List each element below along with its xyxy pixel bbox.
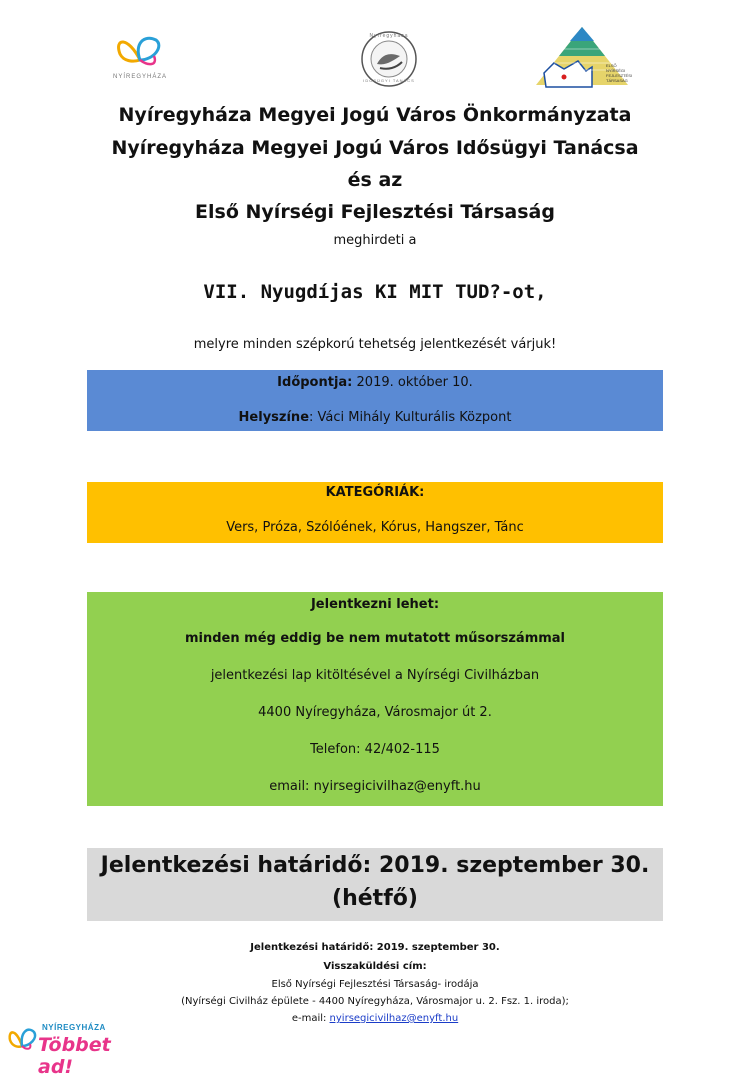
nyiregyhaza-city-logo <box>104 30 176 82</box>
butterfly-icon <box>6 1022 38 1052</box>
date-value: 2019. október 10. <box>356 375 473 390</box>
company-caption-3: FEJLESZTÉSI TÁRSASÁG <box>606 73 633 83</box>
application-heading: Jelentkezni lehet: <box>310 597 440 612</box>
elso-nyirsegi-logo <box>534 25 633 97</box>
application-line-2: jelentkezési lap kitöltésével a Nyírségi Civilházban <box>210 668 540 683</box>
venue-value: : Váci Mihály Kulturális Központ <box>309 410 512 425</box>
deadline-line-1: Jelentkezési határidő: 2019. szeptember 30. <box>100 853 650 878</box>
footer-deadline: Jelentkezési határidő: 2019. szeptember 30. <box>250 942 500 953</box>
butterfly-icon <box>104 30 176 70</box>
application-phone: Telefon: 42/402-115 <box>310 742 440 757</box>
categories-heading: KATEGÓRIÁK: <box>325 485 425 500</box>
application-address: 4400 Nyíregyháza, Városmajor út 2. <box>258 705 492 720</box>
header-line-4: Első Nyírségi Fejlesztési Társaság <box>195 201 555 223</box>
footer-email-link[interactable]: nyirsegicivilhaz@enyft.hu <box>329 1013 459 1024</box>
tobbet-ad-brand <box>6 1020 146 1078</box>
date-label: Időpontja: <box>277 375 353 390</box>
header-line-2: Nyíregyháza Megyei Jogú Város Idősügyi Tanácsa <box>111 137 639 159</box>
date-row <box>87 375 663 390</box>
footer-address: (Nyírségi Civilház épülete - 4400 Nyíregyháza, Városmajor u. 2. Fsz. 1. iroda); <box>181 996 569 1007</box>
venue-row <box>87 410 663 425</box>
deadline-line-2: (hétfő) <box>332 886 418 911</box>
brand-city-name: NYÍREGYHÁZA <box>42 1023 106 1032</box>
details-band <box>87 370 663 431</box>
announce-text: meghirdeti a <box>333 233 417 248</box>
header-line-1: Nyíregyháza Megyei Jogú Város Önkormányzata <box>118 104 632 126</box>
idosugyi-tanacs-logo <box>360 30 418 88</box>
brand-slogan: Többet ad! <box>38 1034 111 1078</box>
footer-email-prefix: e-mail: <box>291 1013 330 1024</box>
categories-list: Vers, Próza, Szólóének, Kórus, Hangszer, Tánc <box>226 520 524 535</box>
city-logo-caption: NYÍREGYHÁZA <box>112 74 167 80</box>
council-ring-bottom: IDŐSÜGYI TANÁCS <box>363 78 415 83</box>
council-ring-top: Nyíregyháza <box>369 33 409 39</box>
application-band <box>87 592 663 806</box>
company-caption-2: NYÍRSÉGI <box>606 68 626 73</box>
application-email: email: nyirsegicivilhaz@enyft.hu <box>269 779 481 794</box>
categories-band <box>87 482 663 543</box>
footer-office: Első Nyírségi Fejlesztési Társaság- irodája <box>271 979 479 990</box>
event-subtitle: melyre minden szépkorú tehetség jelentkezését várjuk! <box>193 337 557 352</box>
company-caption-1: ELSŐ <box>606 63 617 68</box>
event-title: VII. Nyugdíjas KI MIT TUD?-ot, <box>203 281 547 303</box>
application-line-1: minden még eddig be nem mutatott műsorszámmal <box>184 631 566 646</box>
footer-return-label: Visszaküldési cím: <box>323 961 427 972</box>
header-line-3: és az <box>347 169 403 191</box>
venue-label: Helyszíne <box>238 410 310 425</box>
deadline-band <box>87 848 663 921</box>
